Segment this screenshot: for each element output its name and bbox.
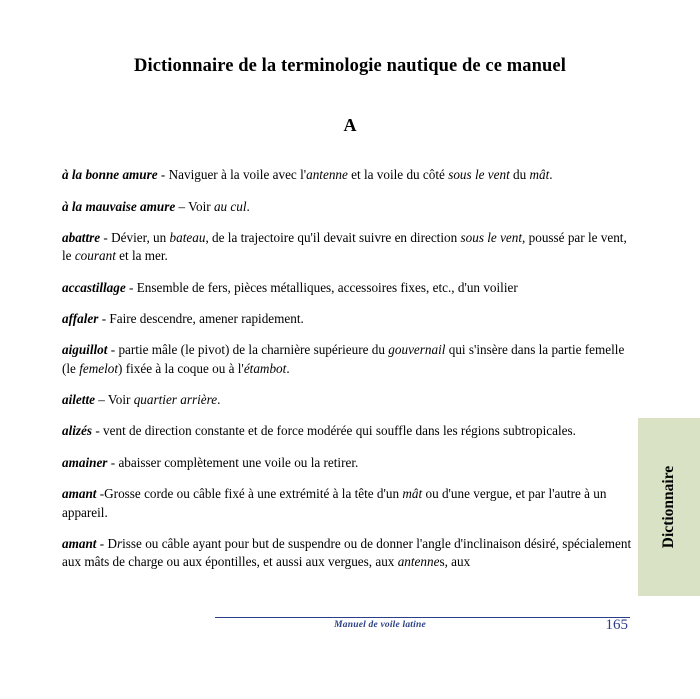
dictionary-entry — [62, 229, 638, 265]
entry-definition-text: . — [286, 360, 290, 376]
entry-definition-text: partie mâle (le pivot) de la charnière supérieure du — [118, 342, 389, 358]
entry-term: amainer — [62, 454, 108, 470]
entry-separator: - — [98, 311, 110, 327]
dictionary-entry — [62, 485, 638, 521]
dictionary-entry — [62, 391, 638, 409]
entry-term-reference: gouvernail — [388, 342, 446, 358]
entry-separator: – — [94, 392, 108, 408]
entry-term: affaler — [62, 311, 99, 327]
page-footer — [0, 617, 700, 637]
entry-term-reference: femelot — [79, 360, 119, 376]
footer-running-title: Manuel de voile latine — [334, 620, 426, 630]
entry-definition-text: Dévier, un — [111, 230, 170, 245]
entry-term-reference: sous le vent — [448, 167, 510, 183]
dictionary-entry — [62, 341, 638, 377]
entry-definition-text: isse ou câble ayant pour but de suspendre ou de donner l'angle d'inclinaison désiré, spécialement aux mâts de charge ou aux épontilles, et aussi aux vergues, aux — [62, 535, 632, 570]
entry-term-reference: antenne — [306, 167, 348, 183]
entry-term-reference: mât — [402, 486, 423, 502]
entry-term: alizés — [62, 423, 93, 439]
entry-separator: - — [96, 486, 105, 502]
entry-term-reference: sous le vent — [460, 230, 523, 245]
entry-definition-text: . — [217, 392, 221, 408]
entry-definition-text: vent de direction constante et de force modérée qui souffle dans les régions subtropicales. — [103, 423, 576, 439]
dictionary-entry — [62, 310, 638, 328]
entry-definition-text: Faire descendre, amener rapidement. — [109, 311, 304, 327]
entry-definition-text: Voir — [107, 392, 134, 408]
entry-definition-text: ) fixée à la coque ou à l' — [118, 360, 244, 376]
entry-definition-text: qui s'insère dans la partie femelle (le — [62, 342, 625, 376]
entry-definition-text: , de la trajectoire qu'il devait suivre en direction — [205, 230, 461, 245]
entry-definition-text: s, aux — [439, 554, 471, 570]
entry-term: abattre — [62, 230, 101, 245]
entry-term-reference: quartier arrière — [133, 392, 218, 408]
entry-term-reference: courant — [74, 248, 116, 264]
entry-term-reference: au cul — [213, 198, 247, 214]
footer-divider — [215, 617, 630, 618]
dictionary-entry — [62, 422, 638, 440]
entry-separator: - — [100, 230, 112, 245]
entry-term-reference: r — [116, 535, 123, 551]
entry-definition-text: , poussé par le vent, le — [62, 230, 627, 264]
entry-definition-text: Naviguer à la voile avec l' — [168, 167, 307, 183]
section-heading-a: A — [343, 115, 357, 136]
dictionary-entry — [62, 454, 638, 472]
page-title: Dictionnaire de la terminologie nautique de ce manuel — [134, 56, 566, 76]
entry-separator: - — [92, 423, 104, 439]
entry-term-reference: antenne — [397, 554, 440, 570]
dictionary-entry — [62, 279, 638, 297]
entry-definition-text: Grosse corde ou câble fixé à une extrémité à la tête d'un — [104, 486, 403, 502]
footer-page-number: 165 — [605, 617, 628, 633]
entry-definition-text: et la voile du côté — [347, 167, 449, 183]
entry-definition-text: et la mer. — [115, 248, 168, 264]
entry-definition-text: Ensemble de fers, pièces métalliques, accessoires fixes, etc., d'un voilier — [136, 279, 518, 295]
entry-definition-text: du — [509, 167, 530, 183]
entry-separator: - — [157, 167, 169, 183]
entry-term: amant — [62, 535, 97, 551]
section-tab-dictionnaire[interactable] — [638, 418, 700, 596]
dictionary-entries — [62, 166, 638, 571]
entry-separator: - — [125, 279, 137, 295]
entry-separator: - — [107, 342, 119, 358]
entry-term-reference: bateau — [169, 230, 206, 245]
entry-definition-text: D — [107, 535, 117, 551]
entry-definition-text: Voir — [188, 198, 214, 214]
dictionary-entry — [62, 535, 638, 571]
entry-term: à la mauvaise amure — [62, 198, 176, 214]
document-content — [62, 55, 638, 584]
dictionary-entry — [62, 166, 638, 184]
entry-term: amant — [62, 486, 97, 502]
entry-definition-text: abaisser complètement une voile ou la retirer. — [118, 454, 359, 470]
section-tab-label: Dictionnaire — [660, 465, 677, 549]
entry-term: ailette — [62, 392, 95, 408]
entry-separator: – — [175, 198, 189, 214]
entry-definition-text: ou d'une vergue, et par l'autre à un appareil. — [62, 486, 607, 520]
entry-term: accastillage — [62, 279, 126, 295]
entry-term: aiguillot — [62, 342, 108, 358]
entry-separator: - — [107, 454, 119, 470]
entry-term: à la bonne amure — [62, 167, 158, 183]
entry-definition-text: . — [549, 167, 553, 183]
dictionary-entry — [62, 198, 638, 216]
entry-separator: - — [96, 535, 108, 551]
entry-term-reference: étambot — [243, 360, 287, 376]
entry-term-reference: mât — [529, 167, 550, 183]
entry-definition-text: . — [246, 198, 250, 214]
